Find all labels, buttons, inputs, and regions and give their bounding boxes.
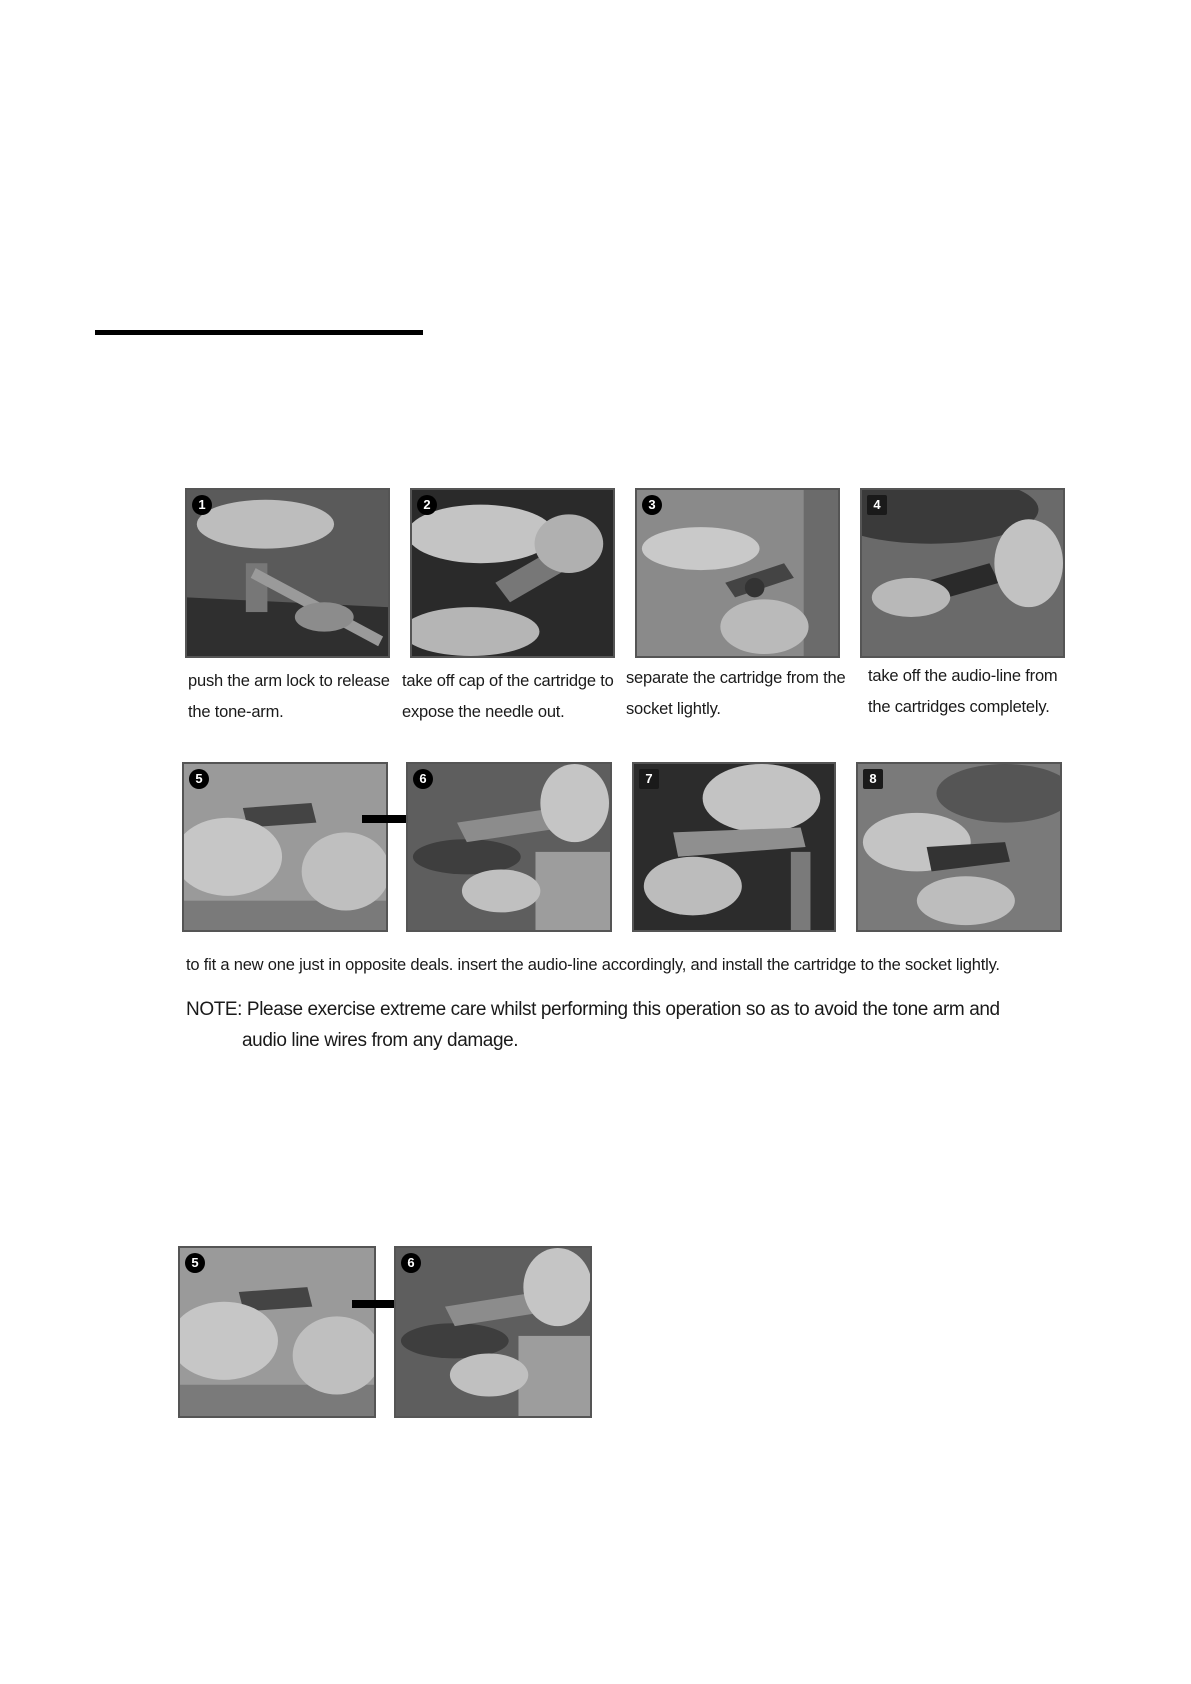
caption-line: the cartridges completely. — [868, 698, 1050, 716]
step-5-photo — [182, 762, 388, 932]
step-number-badge: 5 — [189, 769, 209, 789]
step-2-caption — [402, 666, 614, 728]
caption-line: the tone-arm. — [188, 703, 284, 721]
step-number-badge: 6 — [401, 1253, 421, 1273]
caption-line: socket lightly. — [626, 700, 721, 718]
step-number-badge: 6 — [413, 769, 433, 789]
section-heading-rule — [95, 330, 423, 335]
note-line: NOTE: Please exercise extreme care whilst performing this operation so as to avoid the tone arm and — [186, 999, 1000, 1020]
step-number-badge: 1 — [192, 495, 212, 515]
step-number-badge: 8 — [863, 769, 883, 789]
step-1-photo — [185, 488, 390, 658]
step-2-photo — [410, 488, 615, 658]
step-number-badge: 3 — [642, 495, 662, 515]
step-7-photo — [632, 762, 836, 932]
step-5-photo-repeat — [178, 1246, 376, 1418]
caption-line: separate the cartridge from the — [626, 669, 846, 687]
caption-line: take off the audio-line from — [868, 667, 1058, 685]
step-number-badge: 5 — [185, 1253, 205, 1273]
step-4-caption — [868, 661, 1057, 723]
step-6-photo — [406, 762, 612, 932]
caption-line: take off cap of the cartridge to — [402, 672, 614, 690]
step-number-badge: 7 — [639, 769, 659, 789]
step-8-photo — [856, 762, 1062, 932]
step-number-badge: 2 — [417, 495, 437, 515]
caution-note — [186, 994, 1000, 1056]
step-3-caption — [626, 663, 845, 725]
step-1-caption — [188, 666, 390, 728]
install-instructions: to fit a new one just in opposite deals. insert the audio-line accordingly, and install the cartridge to the socket lightly. — [186, 956, 1000, 974]
step-4-photo — [860, 488, 1065, 658]
note-line: audio line wires from any damage. — [242, 1030, 519, 1051]
step-3-photo — [635, 488, 840, 658]
step-6-photo-repeat — [394, 1246, 592, 1418]
caption-line: expose the needle out. — [402, 703, 565, 721]
caption-line: push the arm lock to release — [188, 672, 390, 690]
step-number-badge: 4 — [867, 495, 887, 515]
